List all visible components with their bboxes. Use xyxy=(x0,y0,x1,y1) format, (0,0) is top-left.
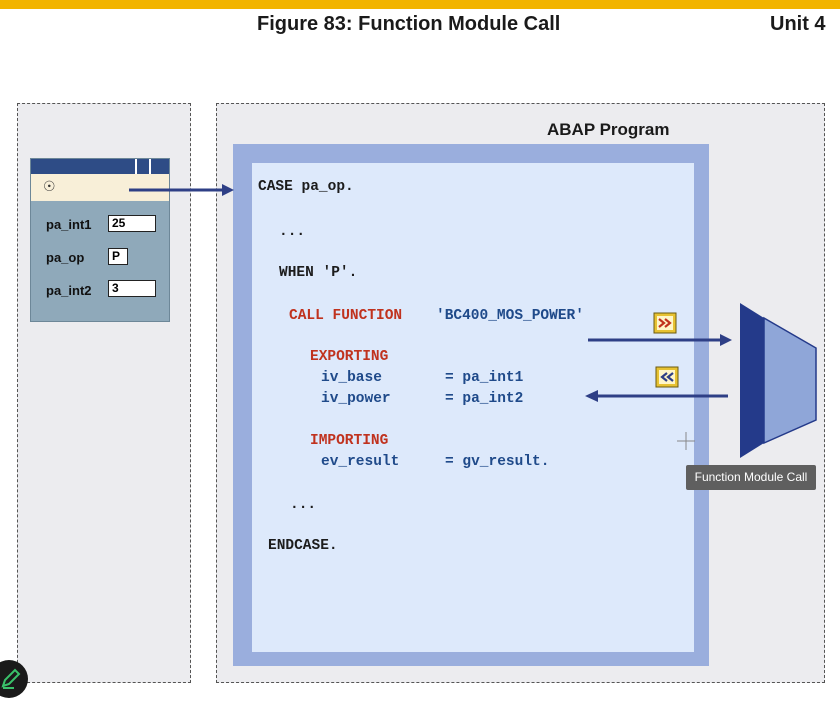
code-assign-iv-power: = pa_int2 xyxy=(445,391,524,407)
input-pa-op[interactable]: P xyxy=(108,248,128,265)
code-exporting: EXPORTING xyxy=(310,349,389,365)
arrow-export xyxy=(588,334,732,346)
execute-icon[interactable]: ☉ xyxy=(43,178,56,194)
tooltip: Function Module Call xyxy=(686,465,816,490)
code-call-function: CALL FUNCTION xyxy=(289,308,403,324)
function-module-icon xyxy=(740,303,816,458)
crosshair-cursor-icon xyxy=(677,432,695,450)
input-pa-int1[interactable]: 25 xyxy=(108,215,156,232)
input-pa-int2[interactable]: 3 xyxy=(108,280,156,297)
code-ellipsis: ... xyxy=(279,224,306,240)
code-param-ev-result: ev_result xyxy=(321,454,400,470)
code-endcase: ENDCASE. xyxy=(268,538,338,554)
export-icon xyxy=(654,313,676,333)
figure-title: Figure 83: Function Module Call xyxy=(257,13,561,35)
arrow-import xyxy=(585,390,728,402)
code-case: CASE pa_op. xyxy=(258,179,354,195)
code-assign-ev-result: = gv_result. xyxy=(445,454,550,470)
abap-program-title: ABAP Program xyxy=(547,120,670,139)
pencil-icon xyxy=(0,660,28,698)
field-label-pa-op: pa_op xyxy=(46,250,85,265)
code-ellipsis: ... xyxy=(290,497,317,513)
edit-button[interactable] xyxy=(0,660,28,698)
code-param-iv-base: iv_base xyxy=(321,370,382,386)
code-param-iv-power: iv_power xyxy=(321,391,391,407)
arrow-to-program xyxy=(129,184,234,196)
field-label-pa-int2: pa_int2 xyxy=(46,283,92,298)
code-importing: IMPORTING xyxy=(310,433,389,449)
code-function-name: 'BC400_MOS_POWER' xyxy=(436,308,584,324)
unit-label: Unit 4 xyxy=(770,13,826,35)
field-label-pa-int1: pa_int1 xyxy=(46,217,92,232)
import-icon xyxy=(656,367,678,387)
code-when: WHEN 'P'. xyxy=(279,265,358,281)
code-assign-iv-base: = pa_int1 xyxy=(445,370,524,386)
